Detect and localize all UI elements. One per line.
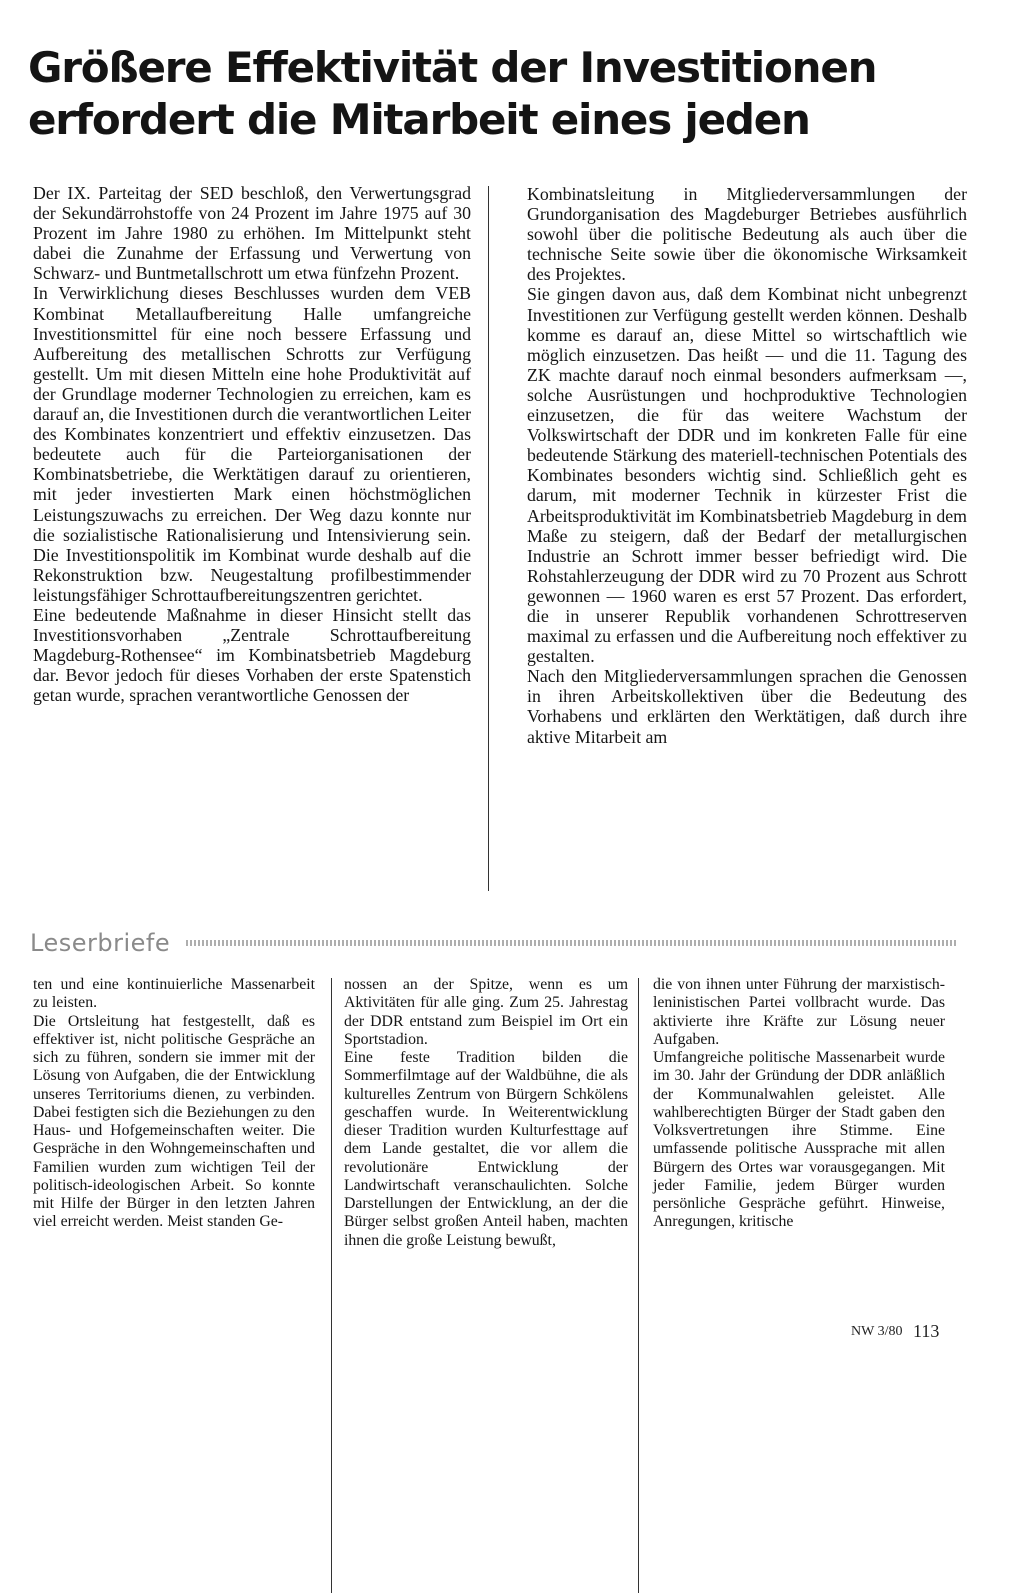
article-column-2 xyxy=(527,184,967,747)
article-paragraph: Eine bedeutende Maßnahme in dieser Hinsicht stellt das Investitionsvorhaben „Zentrale Schrottaufbereitung Magdeburg-Rothensee“ im Kombinatsbetrieb Magdeburg dar. Bevor jedoch für dieses Vorhaben der erste Spatenstich getan wurde, sprachen verantwortliche Genossen der xyxy=(33,604,471,706)
letters-paragraph: Umfangreiche politische Massenarbeit wurde im 30. Jahr der Gründung der DDR anläßlich der Kommunalwahlen geleistet. Alle wahlberechtigten Bürger der Stadt gaben den Volksvertretungen ihre Stimme. Eine umfassende politische Aussprache mit allen Bürgern des Ortes war vorausgegangen. Mit jeder Familie, jedem Bürger wurden persönliche Gespräche geführt. Hinweise, Anregungen, kritische xyxy=(653,1049,945,1231)
letters-paragraph: Eine feste Tradition bilden die Sommerfilmtage auf der Waldbühne, die als kulturelles Zentrum von Bürgern Schkölens geschaffen wurde. In Weiterentwicklung dieser Tradition wurden Kulturfesttage auf dem Lande gestaltet, die vor allem die revolutionäre Entwicklung der Landwirtschaft veranschaulichten. Solche Darstellungen der Entwicklung, an der die Bürger selbst großen Anteil haben, machten ihnen die große Leistung bewußt, xyxy=(344,1049,628,1249)
article-paragraph: Nach den Mitgliederversammlungen sprachen die Genossen in ihren Arbeitskollektiven über die Bedeutung des Vorhabens und erklärten den Werktätigen, daß durch ihre aktive Mitarbeit am xyxy=(527,666,967,747)
letters-paragraph: nossen an der Spitze, wenn es um Aktivitäten für alle ging. Zum 25. Jahrestag der DDR entstand zum Beispiel im Ort ein Sportstadion. xyxy=(344,976,628,1048)
issue-reference: NW 3/80 xyxy=(851,1324,903,1339)
page-title: Größere Effektivität der Investitionen erfordert die Mitarbeit eines jeden xyxy=(28,43,877,144)
article-paragraph: Der IX. Parteitag der SED beschloß, den Verwertungsgrad der Sekundärrohstoffe von 24 Prozent im Jahre 1975 auf 30 Prozent im Jahre 1980 zu erhöhen. Im Mittelpunkt steht dabei die Zunahme der Erfassung und Verwertung von Schwarz- und Buntmetallschrott um etwa fünfzehn Prozent. xyxy=(33,183,471,284)
page-number: 113 xyxy=(913,1321,940,1341)
article-paragraph: Kombinatsleitung in Mitgliederversammlungen der Grundorganisation des Magdeburger Betriebes ausführlich sowohl über die politische Bedeutung als auch über die technische Seite sowie über die ökonomische Wirksamkeit des Projektes. xyxy=(527,184,967,285)
article-paragraph: Sie gingen davon aus, daß dem Kombinat nicht unbegrenzt Investitionen zur Verfügung gestellt werden können. Deshalb komme es darauf an, diese Mittel so wirtschaftlich wie möglich einzusetzen. Das heißt — und die 11. Tagung des ZK machte darauf noch einmal besonders aufmerksam —, solche Ausrüstungen und hochproduktive Technologien einzusetzen, die für das weitere Wachstum der Volkswirtschaft der DDR und im konkreten Falle für eine bedeutende Stärkung des materiell-technischen Potentials des Kombinates besonders wichtig sind. Schließlich geht es darum, mit moderner Technik in kürzester Frist die Arbeitsproduktivität im Kombinatsbetrieb Magdeburg in dem Maße zu steigern, daß der Bedarf der metallurgischen Industrie an Schrott immer besser befriedigt wird. Die Rohstahlerzeugung der DDR wird zu 70 Prozent aus Schrott gewonnen — 1960 waren es erst 57 Prozent. Das erfordert, die in unserer Republik vorhandenen Schrottreserven maximal zu erfassen und die Aufbereitung noch effektiver zu gestalten. xyxy=(527,284,967,667)
column-divider xyxy=(331,978,332,1593)
letters-paragraph: ten und eine kontinuierliche Massenarbeit zu leisten. xyxy=(33,976,315,1012)
section-divider-rule xyxy=(186,940,956,946)
column-divider xyxy=(488,186,489,891)
letters-paragraph: die von ihnen unter Führung der marxistisch-leninistischen Partei vollbracht wurde. Das aktivierte ihre Kräfte zur Lösung neuer Aufgaben. xyxy=(653,976,945,1048)
letters-paragraph: Die Ortsleitung hat festgestellt, daß es effektiver ist, nicht politische Gespräche an sich zu führen, sondern sie immer mit der Lösung von Aufgaben, die der Entwicklung unseres Territoriums dienen, zu verbinden. Dabei festigten sich die Beziehungen zu den Haus- und Hofgemeinschaften weiter. Die Gespräche in den Wohngemeinschaften und Familien wurden zum wichtigen Teil der politisch-ideologischen Arbeit. So konnte mit Hilfe der Bürger in den letzten Jahren viel erreicht werden. Meist standen Ge- xyxy=(33,1012,315,1231)
column-divider xyxy=(638,978,639,1593)
section-label-leserbriefe: Leserbriefe xyxy=(30,929,171,957)
letters-column-1 xyxy=(33,976,315,1232)
letters-column-2 xyxy=(344,976,628,1250)
article-column-1 xyxy=(33,183,471,705)
letters-column-3 xyxy=(653,976,945,1232)
article-paragraph: In Verwirklichung dieses Beschlusses wurden dem VEB Kombinat Metallaufbereitung Halle umfangreiche Investitionsmittel für eine noch bessere Erfassung und Aufbereitung des metallischen Schrotts zur Verfügung gestellt. Um mit diesen Mitteln eine hohe Produktivität auf der Grundlage moderner Technologien zu erreichen, kam es darauf an, die Investitionen durch die verantwortlichen Leiter des Kombinates konzentriert und effektiv einzusetzen. Das bedeutete auch für die Parteiorganisationen der Kombinatsbetriebe, die Werktätigen darauf zu orientieren, mit jeder investierten Mark einen höchstmöglichen Leistungszuwachs zu erreichen. Der Weg dazu konnte nur die sozialistische Rationalisierung und Intensivierung sein. Die Investitionspolitik im Kombinat wurde deshalb auf die Rekonstruktion bzw. Neugestaltung profilbestimmender leistungsfähiger Schrottaufbereitungszentren gerichtet. xyxy=(33,283,471,605)
